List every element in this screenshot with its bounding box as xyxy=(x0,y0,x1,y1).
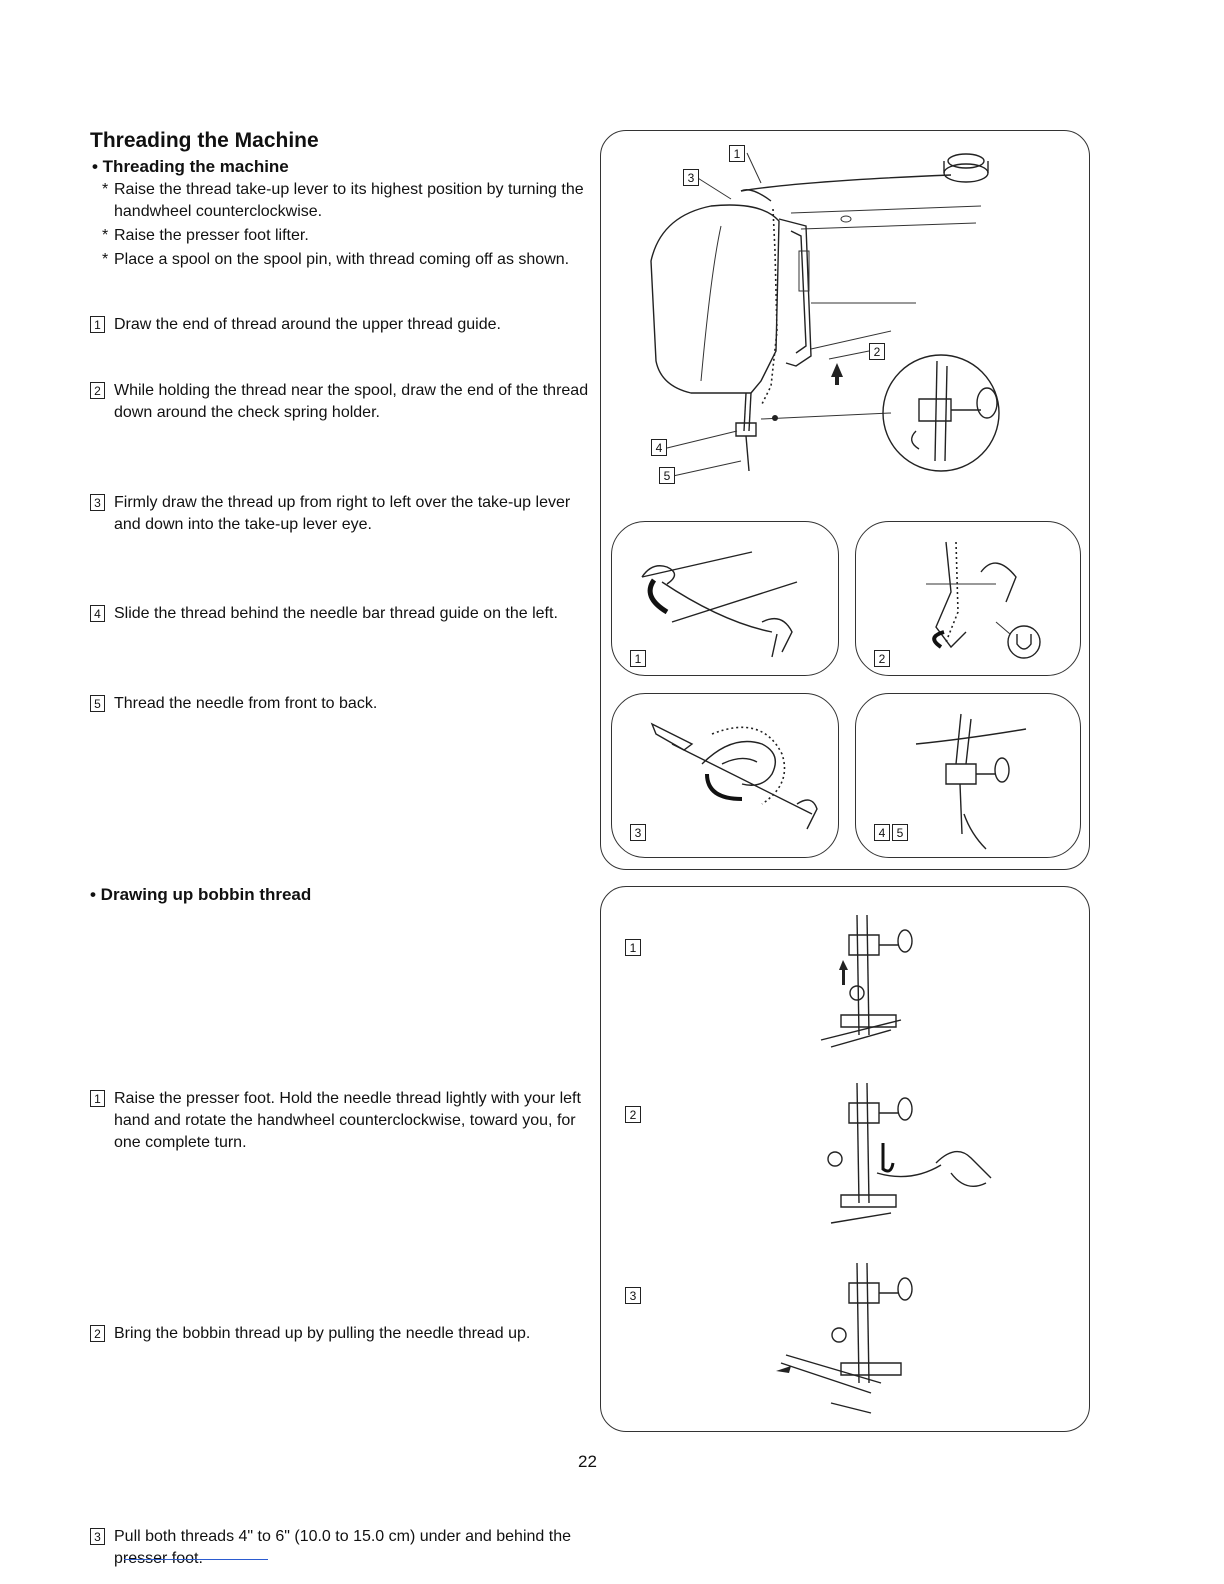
footer-rule xyxy=(124,1559,268,1560)
step-number-badge: 1 xyxy=(90,1090,105,1107)
inset-label: 4 xyxy=(874,824,890,841)
callout-label: 3 xyxy=(683,169,699,186)
bobbin-step-2 xyxy=(90,1323,594,1345)
bullet-item: * Place a spool on the spool pin, with thread coming off as shown. xyxy=(100,249,590,271)
machine-head-illustration xyxy=(601,131,1091,511)
callout-label: 2 xyxy=(869,343,885,360)
thread-step-1 xyxy=(90,314,604,336)
step-number-badge: 2 xyxy=(90,1325,105,1342)
section-heading-threading: • Threading the machine xyxy=(92,157,289,176)
step-text: Raise the presser foot. Hold the needle thread lightly with your left hand and rotate the handwheel counterclockwise, toward you, for one complete turn. xyxy=(114,1090,581,1151)
step-number-badge: 1 xyxy=(90,316,105,333)
bobbin-step1-illustration xyxy=(801,915,1001,1065)
step-number-badge: 3 xyxy=(90,494,105,511)
step-text: Draw the end of thread around the upper thread guide. xyxy=(114,316,501,333)
step-text: Slide the thread behind the needle bar thread guide on the left. xyxy=(114,605,558,622)
thread-step-4 xyxy=(90,603,604,625)
page-number: 22 xyxy=(578,1452,597,1471)
detail-inset-upper-thread-guide xyxy=(611,521,839,676)
step-number-badge: 3 xyxy=(90,1528,105,1545)
detail-inset-take-up-lever xyxy=(611,693,839,858)
step-text: Firmly draw the thread up from right to left over the take-up lever and down into the take-up lever eye. xyxy=(114,494,571,533)
bullet-item: * Raise the presser foot lifter. xyxy=(100,225,590,247)
bobbin-step3-illustration xyxy=(771,1263,991,1423)
inset-label: 3 xyxy=(630,824,646,841)
step-number-badge: 4 xyxy=(90,605,105,622)
bobbin-step-label: 1 xyxy=(625,939,641,956)
bobbin-step-1 xyxy=(90,1088,594,1154)
page-title: Threading the Machine xyxy=(90,129,319,152)
callout-label: 1 xyxy=(729,145,745,162)
detail-inset-check-spring xyxy=(855,521,1081,676)
thread-step-3 xyxy=(90,492,584,536)
bobbin-figure-panel xyxy=(600,886,1090,1432)
step-text: Thread the needle from front to back. xyxy=(114,695,378,712)
bobbin-step-3 xyxy=(90,1526,584,1570)
callout-label: 5 xyxy=(659,467,675,484)
bobbin-step-label: 2 xyxy=(625,1106,641,1123)
take-up-lever-illustration xyxy=(612,694,840,859)
step-text: Bring the bobbin thread up by pulling the needle thread up. xyxy=(114,1325,531,1342)
upper-thread-guide-illustration xyxy=(612,522,840,677)
thread-step-2 xyxy=(90,380,604,424)
thread-step-5 xyxy=(90,693,604,715)
threading-figure-panel xyxy=(600,130,1090,870)
inset-label: 5 xyxy=(892,824,908,841)
step-text: While holding the thread near the spool, draw the end of the thread down around the check spring holder. xyxy=(114,382,589,421)
bobbin-step-label: 3 xyxy=(625,1287,641,1304)
inset-label: 2 xyxy=(874,650,890,667)
inset-label: 1 xyxy=(630,650,646,667)
callout-label: 4 xyxy=(651,439,667,456)
step-number-badge: 2 xyxy=(90,382,105,399)
step-text: Pull both threads 4" to 6" (10.0 to 15.0 cm) under and behind the presser foot. xyxy=(114,1528,571,1567)
bullet-list xyxy=(100,179,590,271)
detail-inset-needle-threading xyxy=(855,693,1081,858)
bobbin-step2-illustration xyxy=(801,1083,1061,1243)
section-heading-bobbin: • Drawing up bobbin thread xyxy=(90,885,312,904)
step-number-badge: 5 xyxy=(90,695,105,712)
bullet-item: * Raise the thread take-up lever to its highest position by turning the handwheel counterclockwise. xyxy=(100,179,590,223)
